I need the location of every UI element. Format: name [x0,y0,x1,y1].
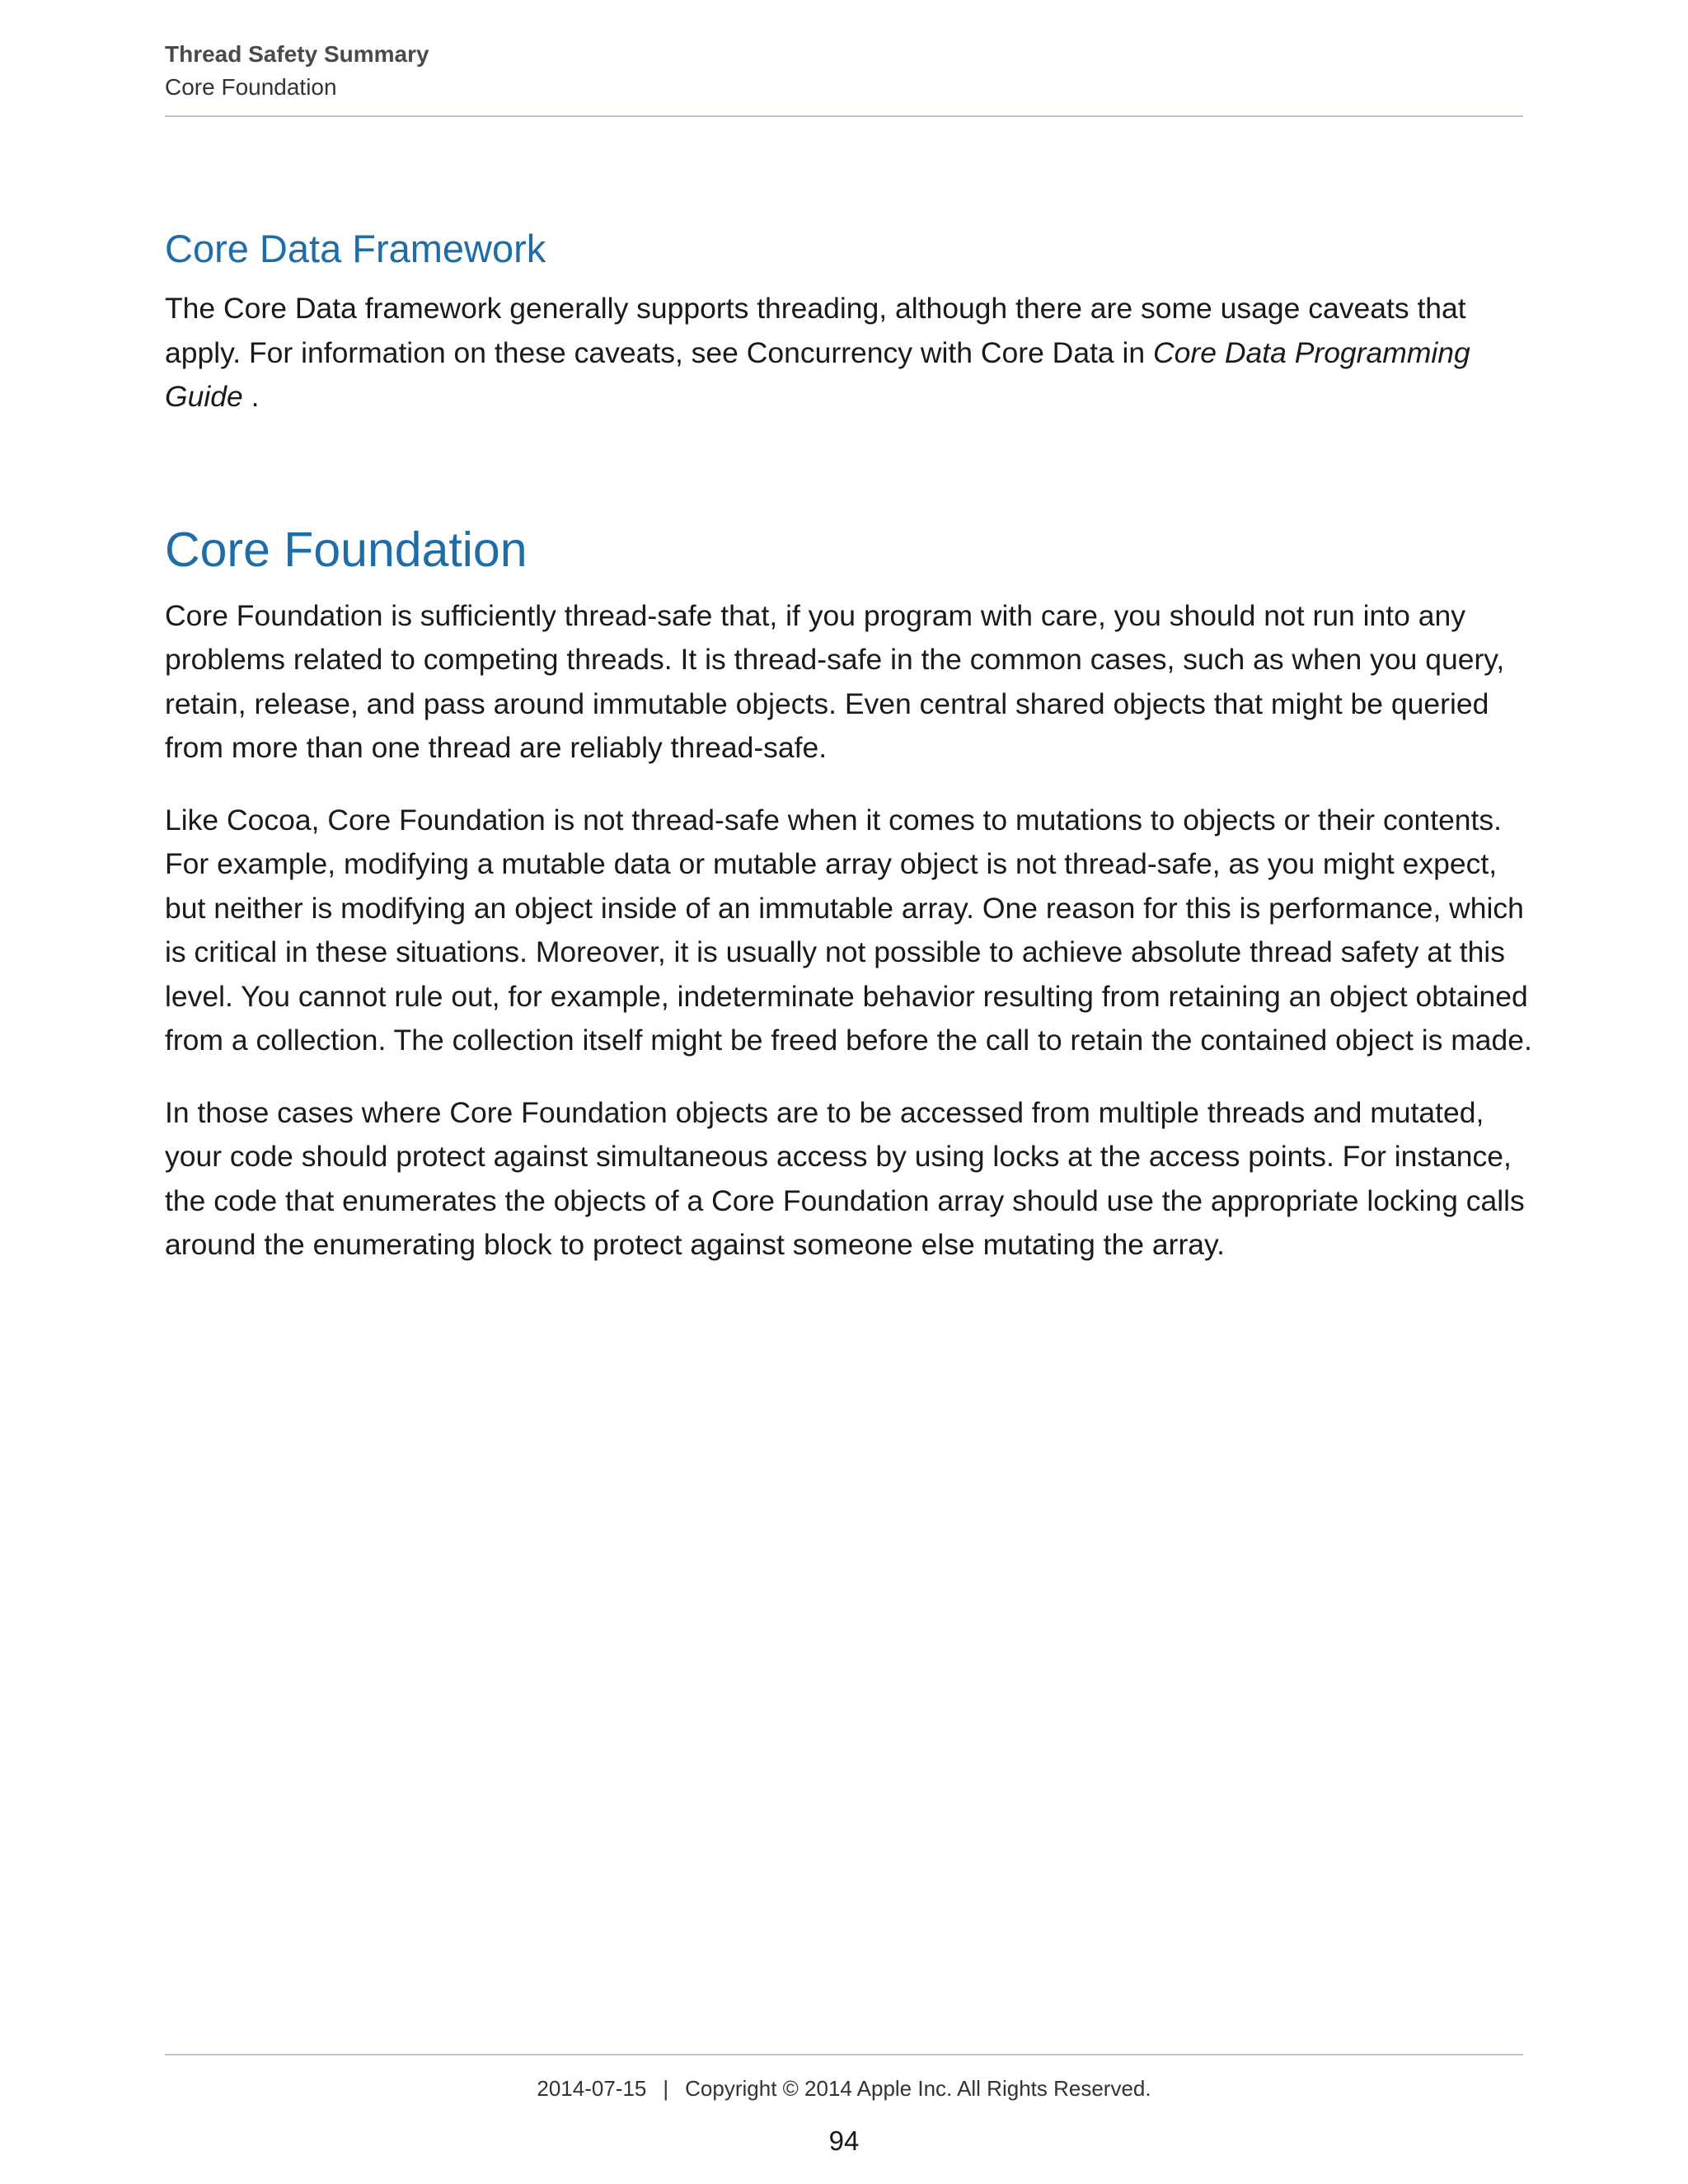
paragraph-text: . [242,380,260,413]
section-core-foundation [165,517,1533,1268]
chapter-heading: Core Foundation [165,522,528,577]
page-number: 94 [828,2125,860,2156]
footer-line [165,2074,1523,2103]
paragraph: Like Cocoa, Core Foundation is not thread-safe when it comes to mutations to objects or their contents. For example, modifying a mutable data or mutable array object is not thread-safe, as you might expect, but neither is modifying an object inside of an immutable array. One reason for this is performance, which is critical in these situations. Moreover, it is usually not possible to achieve absolute thread safety at this level. You cannot rule out, for example, indeterminate behavior resulting from retaining an object obtained from a collection. The collection itself might be freed before the call to retain the contained object is made. [165,803,1532,1057]
page-content [165,223,1533,1296]
footer-copyright: Copyright © 2014 Apple Inc. All Rights Reserved. [685,2076,1151,2101]
header-document-title: Thread Safety Summary [165,41,429,67]
section-core-data-framework [165,223,1533,419]
header-chapter-title: Core Foundation [165,74,337,100]
paragraph [165,287,1533,419]
footer-date: 2014-07-15 [537,2076,647,2101]
paragraph: In those cases where Core Foundation objects are to be accessed from multiple threads and mutated, your code should protect against simultaneous access by using locks at the access points. For instance, the code that enumerates the objects of a Core Foundation array should use the appropriate locking calls around the enumerating block to protect against someone else mutating the array. [165,1095,1525,1261]
paragraph: Core Foundation is sufficiently thread-safe that, if you program with care, you should not run into any problems related to competing threads. It is thread-safe in the common cases, such as when you query, retain, release, and pass around immutable objects. Even central shared objects that might be queried from more than one thread are reliably thread-safe. [165,598,1505,764]
page-header [165,38,1523,117]
footer-separator: | [663,2076,669,2101]
paragraph-text: The Core Data framework generally supports threading, although there are some usage caveats that apply. For information on these caveats, see Concurrency with Core Data in [165,292,1466,369]
page-footer [165,2054,1523,2159]
section-heading: Core Data Framework [165,227,546,270]
book-title-link[interactable]: Core Data Programming Guide [165,335,1470,413]
